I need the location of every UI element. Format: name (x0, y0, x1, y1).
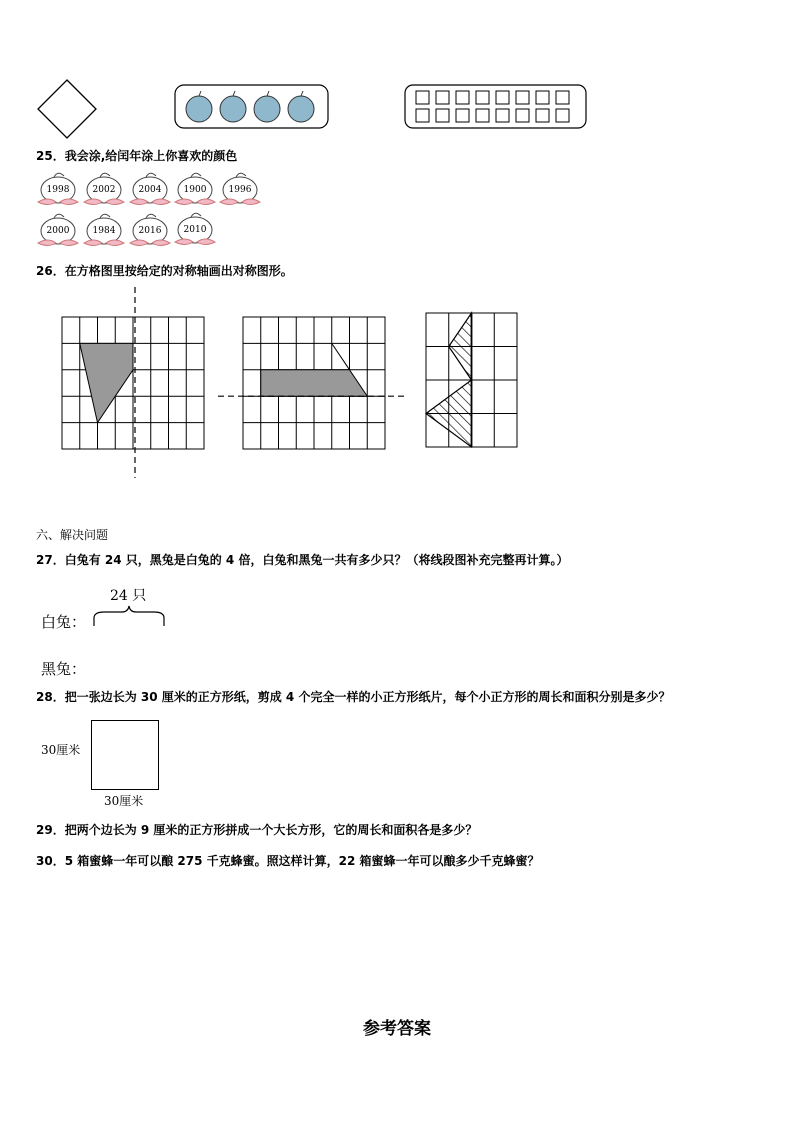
q30-prompt: 30．5 箱蜜蜂一年可以酿 275 千克蜂蜜。照这样计算，22 箱蜜蜂一年可以酿多少千克蜂蜜？ (36, 854, 540, 868)
segment-brace (92, 604, 168, 630)
side-label-left: 30厘米 (41, 743, 81, 757)
q26-prompt: 26．在方格图里按给定的对称轴画出对称图形。 (36, 264, 293, 278)
year-label: 1998 (46, 185, 70, 195)
diamond-shape (36, 78, 100, 140)
brace-label: 24 只 (110, 588, 147, 604)
apple-icon (254, 91, 280, 122)
black-rabbit-label: 黑兔： (41, 660, 87, 678)
year-label: 1900 (183, 185, 207, 195)
year-label: 2016 (138, 226, 162, 236)
section-title: 六、解决问题 (36, 528, 109, 542)
square-paper (91, 720, 159, 790)
q25-prompt: 25．我会涂,给闰年涂上你喜欢的颜色 (36, 149, 238, 163)
year-label: 2002 (92, 185, 116, 195)
q29-prompt: 29．把两个边长为 9 厘米的正方形拼成一个大长方形，它的周长和面积各是多少？ (36, 823, 478, 837)
year-label: 2004 (138, 185, 162, 195)
symmetry-grid-2 (216, 305, 406, 455)
q27-prompt: 27．白兔有 24 只，黑兔是白兔的 4 倍，白兔和黑兔一共有多少只？（将线段图补充完整再计算。） (36, 553, 569, 567)
year-label: 1996 (228, 185, 252, 195)
apple-icon (288, 91, 314, 122)
answers-title: 参考答案 (363, 1019, 431, 1039)
symmetry-grid-1 (60, 285, 210, 480)
side-label-bottom: 30厘米 (104, 794, 144, 808)
apple-box (174, 84, 330, 130)
year-label: 2010 (183, 225, 207, 235)
q28-prompt: 28．把一张边长为 30 厘米的正方形纸，剪成 4 个完全一样的小正方形纸片，每个小正方形的周长和面积分别是多少？ (36, 690, 671, 704)
square-box (404, 84, 588, 130)
year-label: 2000 (46, 226, 70, 236)
apple-icon (220, 91, 246, 122)
peach-group (36, 170, 276, 252)
apple-icon (186, 91, 212, 122)
white-rabbit-label: 白兔： (41, 613, 87, 631)
symmetry-grid-3 (424, 310, 520, 450)
year-label: 1984 (92, 226, 116, 236)
